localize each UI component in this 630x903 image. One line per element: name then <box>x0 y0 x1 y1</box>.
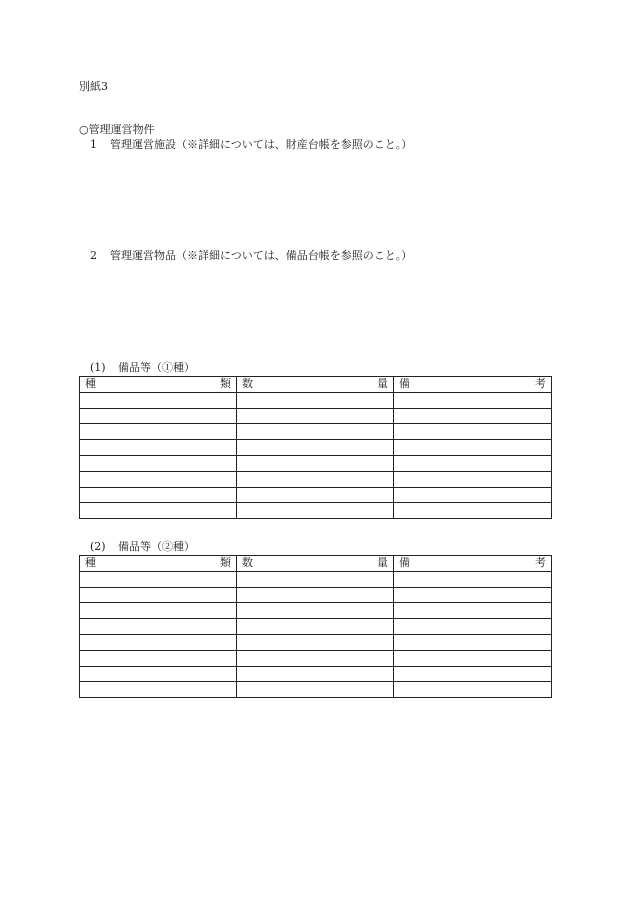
table-row <box>80 650 552 666</box>
table-row <box>80 424 552 440</box>
table-row <box>80 503 552 519</box>
cell-remarks <box>394 571 552 587</box>
cell-type <box>80 650 237 666</box>
cell-type <box>80 571 237 587</box>
cell-type <box>80 603 237 619</box>
cell-quantity <box>237 440 394 456</box>
cell-type <box>80 440 237 456</box>
table-row <box>80 603 552 619</box>
header-quantity-left: 数 <box>242 377 253 391</box>
header-remarks <box>394 377 552 393</box>
cell-remarks <box>394 487 552 503</box>
section-item-1-text: 管理運営施設（※詳細については、財産台帳を参照のこと。） <box>110 138 413 151</box>
table-row <box>80 392 552 408</box>
cell-remarks <box>394 587 552 603</box>
cell-remarks <box>394 650 552 666</box>
table-row <box>80 587 552 603</box>
cell-remarks <box>394 455 552 471</box>
cell-quantity <box>237 666 394 682</box>
equipment-table-2-title: 備品等（②種） <box>118 540 195 553</box>
cell-quantity <box>237 571 394 587</box>
cell-type <box>80 666 237 682</box>
cell-type <box>80 619 237 635</box>
section-item-2-number: 2 <box>90 249 97 262</box>
cell-type <box>80 392 237 408</box>
cell-quantity <box>237 650 394 666</box>
header-remarks-right: 考 <box>535 377 546 391</box>
cell-type <box>80 471 237 487</box>
header-type-left: 種 <box>85 377 96 391</box>
cell-quantity <box>237 392 394 408</box>
section-item-2-text: 管理運営物品（※詳細については、備品台帳を参照のこと。） <box>110 249 413 262</box>
table-row <box>80 487 552 503</box>
equipment-table-1-title: 備品等（①種） <box>118 361 195 374</box>
header-type-left: 種 <box>85 556 96 570</box>
table-row <box>80 440 552 456</box>
cell-remarks <box>394 392 552 408</box>
equipment-table-1 <box>79 376 552 519</box>
main-heading: ○管理運営物件 <box>79 123 155 136</box>
header-remarks-right: 考 <box>535 556 546 570</box>
table-row <box>80 408 552 424</box>
cell-remarks <box>394 666 552 682</box>
cell-remarks <box>394 503 552 519</box>
cell-remarks <box>394 619 552 635</box>
cell-quantity <box>237 471 394 487</box>
cell-quantity <box>237 682 394 698</box>
cell-quantity <box>237 408 394 424</box>
cell-type <box>80 424 237 440</box>
cell-type <box>80 455 237 471</box>
table-row <box>80 666 552 682</box>
table-header-row <box>80 556 552 572</box>
cell-remarks <box>394 408 552 424</box>
cell-quantity <box>237 455 394 471</box>
cell-type <box>80 682 237 698</box>
equipment-table-2 <box>79 555 552 698</box>
cell-type <box>80 587 237 603</box>
cell-quantity <box>237 619 394 635</box>
cell-quantity <box>237 487 394 503</box>
cell-type <box>80 408 237 424</box>
header-remarks-left: 備 <box>399 377 410 391</box>
table-header-row <box>80 377 552 393</box>
equipment-table-2-number: (2) <box>90 540 106 553</box>
section-item-2 <box>90 249 412 263</box>
table-row <box>80 471 552 487</box>
header-quantity <box>237 377 394 393</box>
attachment-label: 別紙3 <box>79 80 108 93</box>
table-row <box>80 455 552 471</box>
equipment-table-2-heading <box>90 540 195 554</box>
header-quantity-right: 量 <box>377 556 388 570</box>
header-type-right: 類 <box>220 556 231 570</box>
cell-remarks <box>394 682 552 698</box>
header-type <box>80 377 237 393</box>
header-quantity-right: 量 <box>377 377 388 391</box>
cell-quantity <box>237 503 394 519</box>
table-row <box>80 571 552 587</box>
section-item-1 <box>90 138 412 152</box>
header-type-right: 類 <box>220 377 231 391</box>
header-type <box>80 556 237 572</box>
cell-remarks <box>394 471 552 487</box>
cell-remarks <box>394 424 552 440</box>
cell-type <box>80 487 237 503</box>
cell-remarks <box>394 440 552 456</box>
table-row <box>80 634 552 650</box>
header-remarks-left: 備 <box>399 556 410 570</box>
equipment-table-1-heading <box>90 361 195 375</box>
equipment-table-1-number: (1) <box>90 361 106 374</box>
table-row <box>80 682 552 698</box>
cell-quantity <box>237 634 394 650</box>
header-remarks <box>394 556 552 572</box>
cell-remarks <box>394 634 552 650</box>
cell-quantity <box>237 587 394 603</box>
table-row <box>80 619 552 635</box>
header-quantity-left: 数 <box>242 556 253 570</box>
cell-type <box>80 503 237 519</box>
cell-quantity <box>237 603 394 619</box>
cell-remarks <box>394 603 552 619</box>
section-item-1-number: 1 <box>90 138 97 151</box>
cell-quantity <box>237 424 394 440</box>
header-quantity <box>237 556 394 572</box>
cell-type <box>80 634 237 650</box>
